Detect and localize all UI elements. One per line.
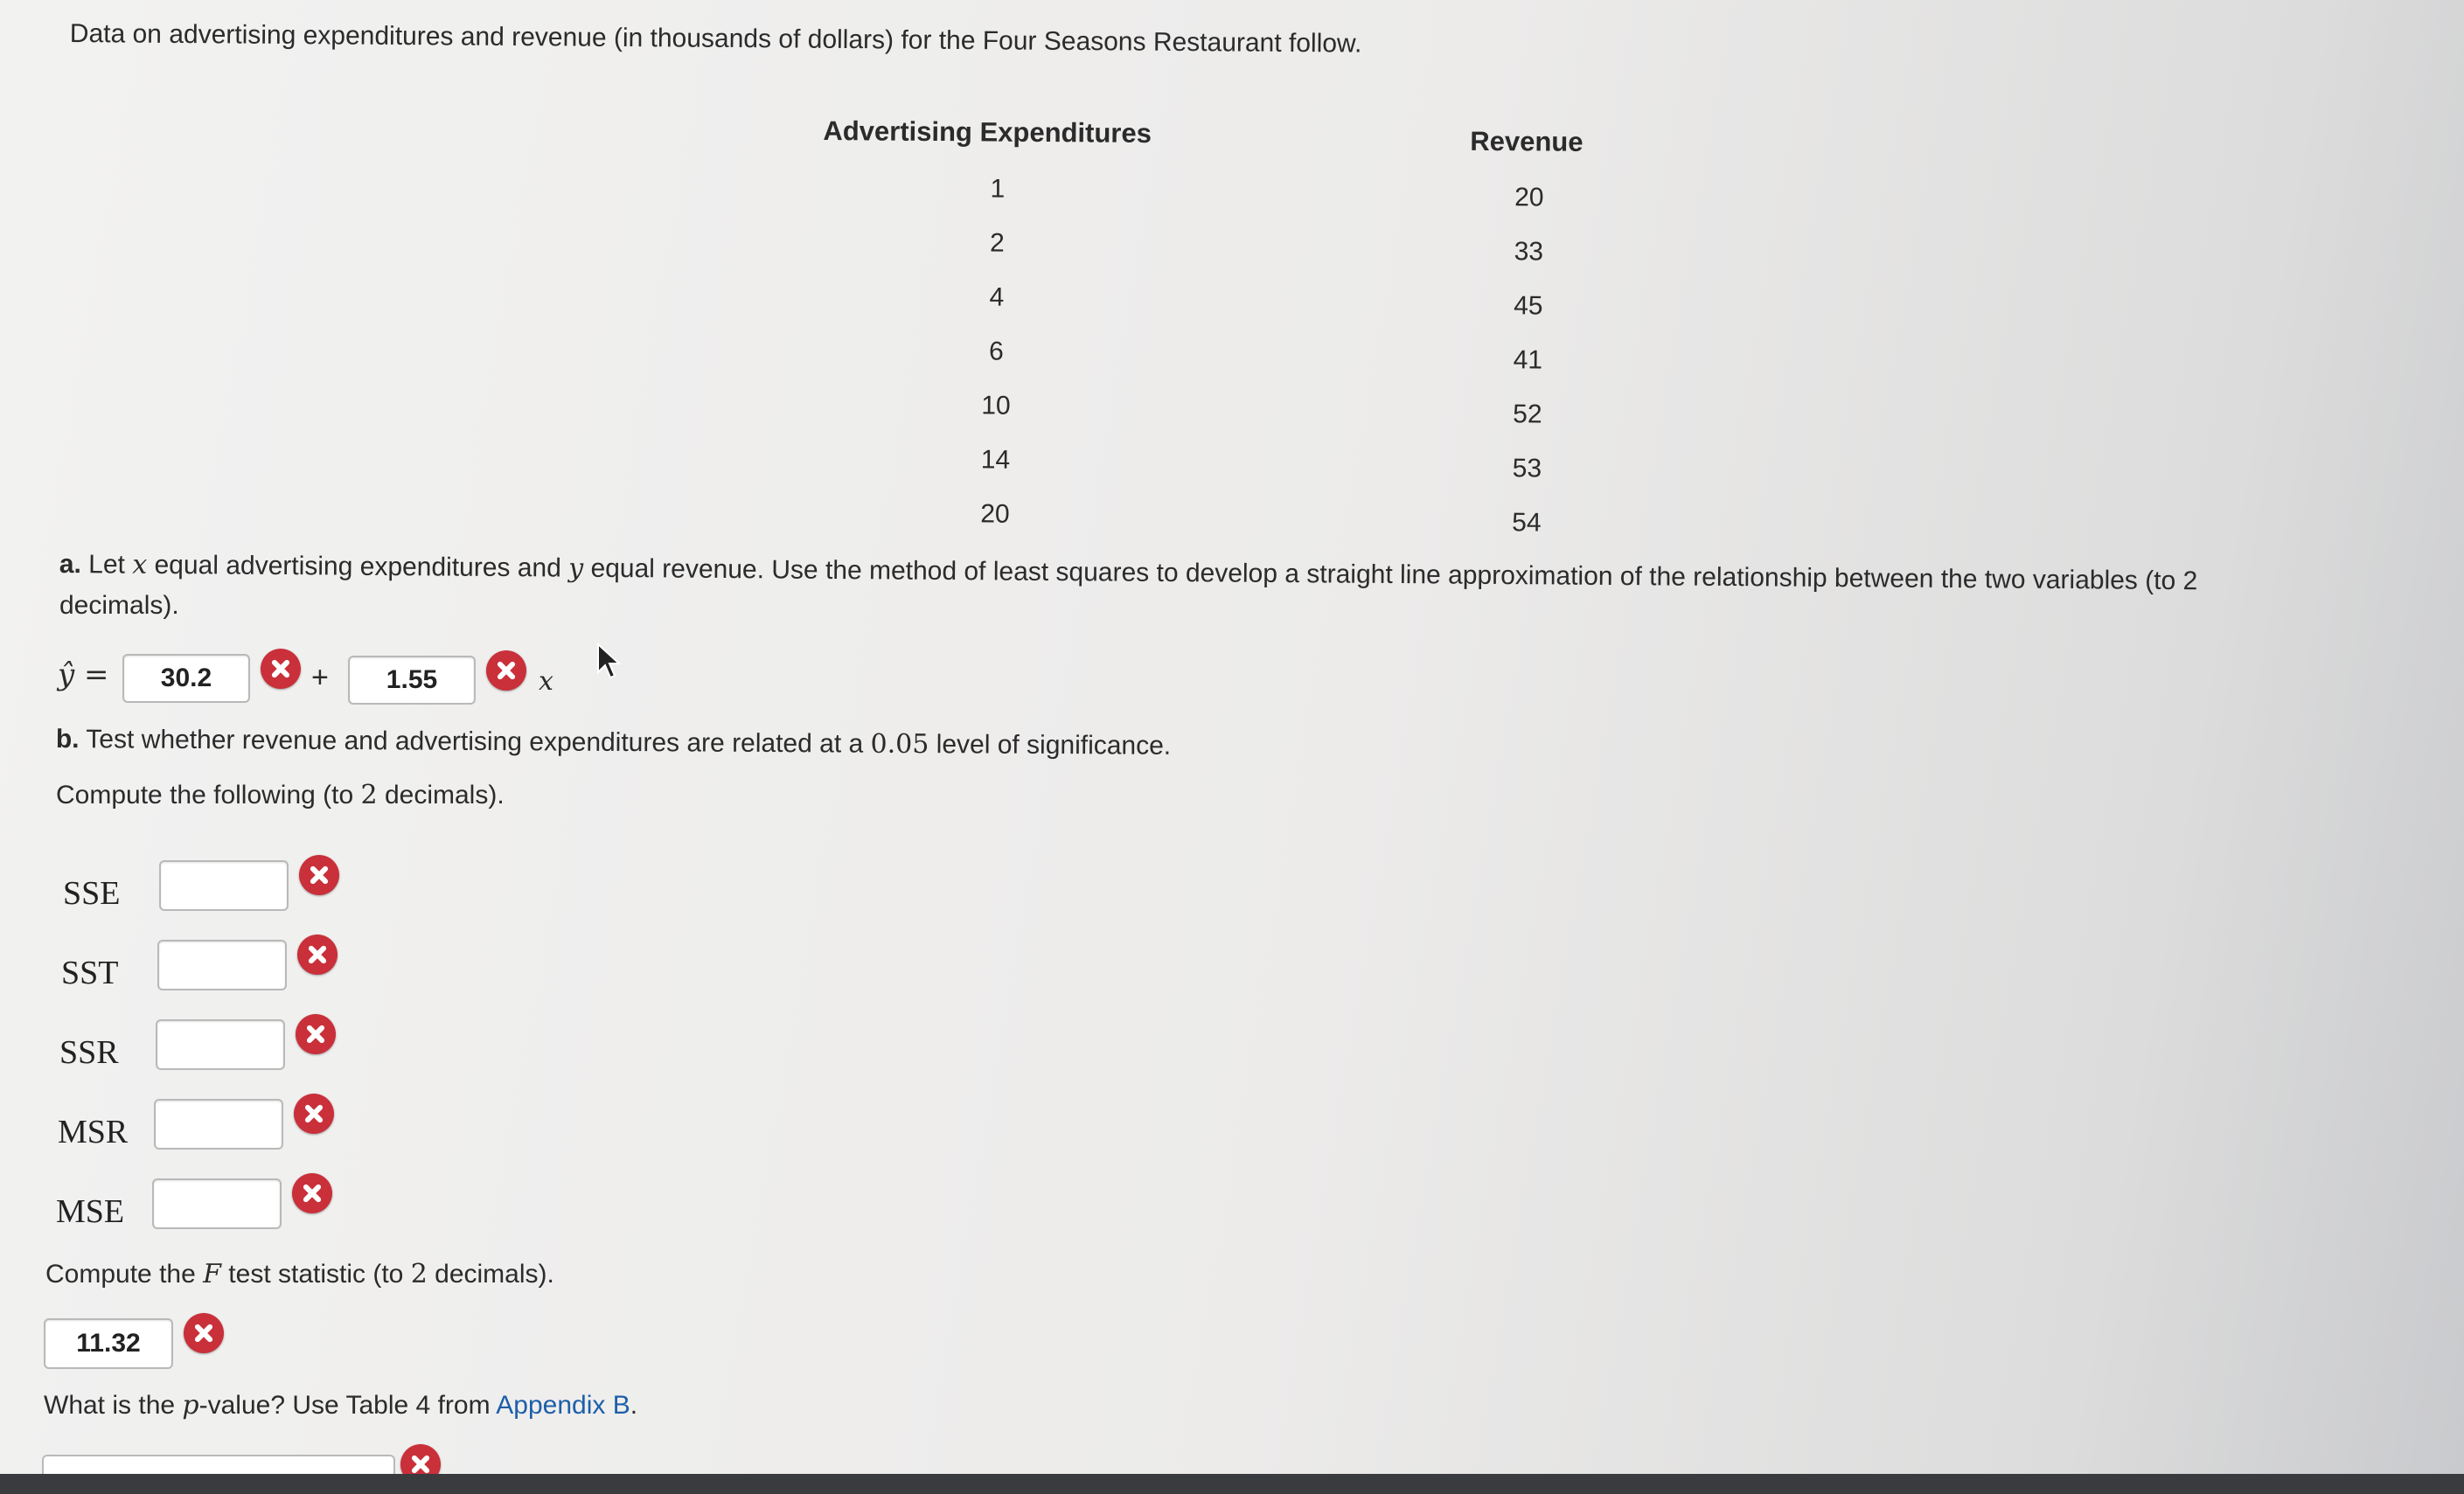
slope-input[interactable]: 1.55 <box>348 656 476 705</box>
f-decimals: 2 <box>410 1259 428 1289</box>
p-text: -value? Use Table 4 from <box>198 1391 491 1420</box>
sst-input[interactable] <box>157 940 287 990</box>
f-instructions <box>45 1259 554 1289</box>
table-cell: 14 <box>980 445 1011 475</box>
x-circle-icon <box>261 649 301 689</box>
table-cell: 53 <box>1512 454 1542 483</box>
msr-label: MSR <box>58 1114 129 1150</box>
part-a-label: a. <box>59 549 82 580</box>
table-cell: 4 <box>989 282 1005 312</box>
bottom-bar <box>0 1474 2464 1494</box>
ssr-label: SSR <box>59 1034 119 1071</box>
x-circle-icon <box>297 935 338 975</box>
p-value-select[interactable] <box>42 1455 395 1476</box>
appendix-b-link[interactable]: Appendix B <box>496 1391 630 1420</box>
table-cell: 52 <box>1513 400 1542 429</box>
part-a-text-end: decimals). <box>59 591 179 620</box>
part-a-text: Let <box>88 550 126 580</box>
yhat-label: ŷ = <box>58 657 109 692</box>
table-cell: 41 <box>1513 345 1543 375</box>
p-text: What is the <box>44 1391 176 1420</box>
part-a-decimals: 2 <box>2182 566 2198 596</box>
x-circle-icon <box>294 1094 334 1134</box>
x-circle-icon <box>184 1313 224 1353</box>
f-statistic-input[interactable]: 11.32 <box>44 1318 173 1369</box>
f-text: decimals). <box>435 1260 554 1289</box>
table-header-advertising: Advertising Expenditures <box>823 115 1152 149</box>
table-cell: 45 <box>1514 291 1543 321</box>
part-b-text: Test whether revenue and advertising expenditures are related at a <box>86 725 864 759</box>
compute-text: decimals). <box>384 781 505 810</box>
intro-text: Data on advertising expenditures and revenue (in thousands of dollars) for the Four Seasons Restaurant follow. <box>69 19 1362 59</box>
part-a-text: equal advertising expenditures and <box>154 550 562 583</box>
table-cell: 33 <box>1514 237 1544 267</box>
table-cell: 20 <box>1514 183 1544 212</box>
sst-label: SST <box>61 955 119 991</box>
mse-input[interactable] <box>152 1178 282 1229</box>
table-cell: 54 <box>1512 508 1542 538</box>
table-cell: 6 <box>988 337 1004 366</box>
compute-instructions <box>56 780 505 810</box>
table-cell: 20 <box>980 499 1010 529</box>
compute-decimals: 2 <box>360 780 378 810</box>
var-x: x <box>132 549 148 580</box>
plus-sign: + <box>311 661 329 694</box>
intercept-input[interactable]: 30.2 <box>122 654 250 703</box>
var-f: F <box>203 1259 221 1289</box>
f-text: Compute the <box>45 1260 196 1289</box>
ssr-input[interactable] <box>156 1019 285 1070</box>
msr-input[interactable] <box>154 1099 283 1150</box>
x-circle-icon <box>299 855 339 895</box>
x-symbol: x <box>539 666 553 697</box>
p-value-question <box>44 1390 637 1421</box>
p-text: . <box>630 1391 638 1420</box>
x-circle-icon <box>486 650 526 691</box>
sse-label: SSE <box>63 875 121 912</box>
mse-label: MSE <box>56 1193 125 1230</box>
compute-text: Compute the following (to <box>56 781 354 810</box>
table-cell: 1 <box>990 174 1006 204</box>
mouse-pointer-icon <box>596 643 623 681</box>
var-y: y <box>568 552 584 584</box>
part-a-question <box>59 549 2198 596</box>
part-a-text: equal revenue. Use the method of least squares to develop a straight line approximation of the relationship between the two variables (to <box>590 553 2176 596</box>
part-b-text: level of significance. <box>936 730 1172 761</box>
table-header-revenue: Revenue <box>1470 125 1584 157</box>
table-cell: 2 <box>989 228 1005 258</box>
f-text: test statistic (to <box>228 1260 404 1289</box>
table-cell: 10 <box>981 391 1011 420</box>
var-p: p <box>182 1390 199 1421</box>
part-b-question <box>56 724 1172 761</box>
x-circle-icon <box>292 1173 332 1213</box>
significance-level: 0.05 <box>870 728 929 761</box>
sse-input[interactable] <box>159 860 289 911</box>
x-circle-icon <box>296 1014 336 1054</box>
part-b-label: b. <box>55 725 80 754</box>
